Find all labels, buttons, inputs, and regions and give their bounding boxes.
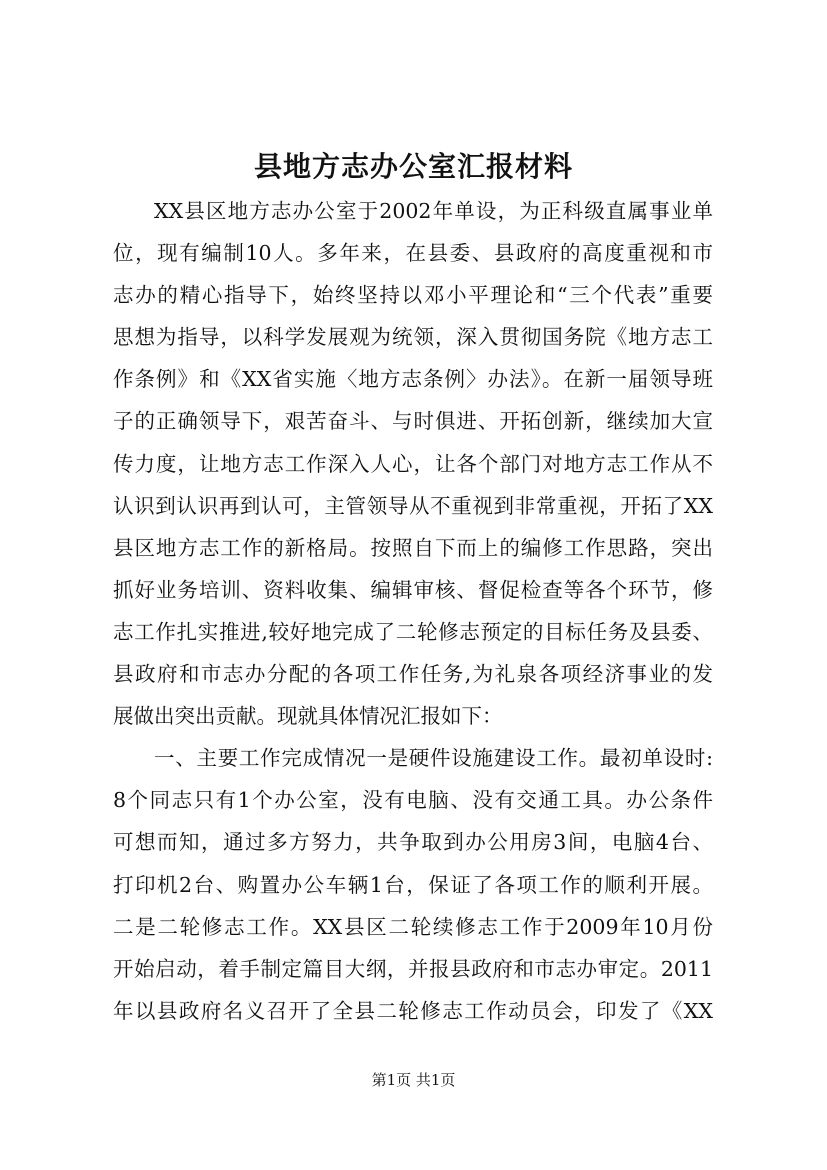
paragraph-2-line-7: 年以县政府名义召开了全县二轮修志工作动员会，印发了《XX	[113, 998, 713, 1023]
paragraph-2-line-4: 打印机2台、购置办公车辆1台，保证了各项工作的顺利开展。	[113, 872, 713, 897]
paragraph-2-line-1: 一、主要工作完成情况一是硬件设施建设工作。最初单设时:	[154, 746, 713, 771]
paragraph-1-line-9: 县区地方志工作的新格局。按照自下而上的编修工作思路，突出	[113, 535, 713, 560]
document-title: 县地方志办公室汇报材料	[253, 150, 573, 183]
paragraph-1-line-6: 子的正确领导下，艰苦奋斗、与时俱进、开拓创新，继续加大宣	[113, 409, 713, 434]
paragraph-1-line-13: 展做出突出贡献。现就具体情况汇报如下：	[113, 704, 503, 729]
paragraph-1-line-3: 志办的精心指导下，始终坚持以邓小平理论和“三个代表”重要	[113, 283, 713, 308]
document-body	[113, 190, 713, 1032]
paragraph-2-line-5: 二是二轮修志工作。XX县区二轮续修志工作于2009年10月份	[113, 914, 713, 939]
paragraph-1-line-10: 抓好业务培训、资料收集、编辑审核、督促检查等各个环节，修	[113, 577, 713, 602]
page-footer: 第1页 共1页	[371, 1071, 456, 1089]
paragraph-1-line-12: 县政府和市志办分配的各项工作任务,为礼泉各项经济事业的发	[113, 662, 713, 687]
paragraph-1-line-4: 思想为指导，以科学发展观为统领，深入贯彻国务院《地方志工	[113, 325, 713, 350]
paragraph-2-line-3: 可想而知，通过多方努力，共争取到办公用房3间，电脑4台、	[113, 830, 713, 855]
paragraph-2-line-2: 8个同志只有1个办公室，没有电脑、没有交通工具。办公条件	[113, 788, 713, 813]
paragraph-2-line-6: 开始启动，着手制定篇目大纲，并报县政府和市志办审定。2011	[113, 956, 713, 981]
paragraph-1-line-11: 志工作扎实推进,较好地完成了二轮修志预定的目标任务及县委、	[113, 619, 713, 644]
paragraph-1-line-5: 作条例》和《XX省实施〈地方志条例〉办法》。在新一届领导班	[113, 367, 713, 392]
paragraph-1-line-1: XX县区地方志办公室于2002年单设，为正科级直属事业单	[154, 199, 713, 223]
paragraph-1-line-8: 认识到认识再到认可，主管领导从不重视到非常重视，开拓了XX	[113, 493, 713, 518]
paragraph-1-line-2: 位，现有编制10人。多年来，在县委、县政府的高度重视和市	[113, 241, 713, 266]
paragraph-1-line-7: 传力度，让地方志工作深入人心，让各个部门对地方志工作从不	[113, 451, 713, 476]
